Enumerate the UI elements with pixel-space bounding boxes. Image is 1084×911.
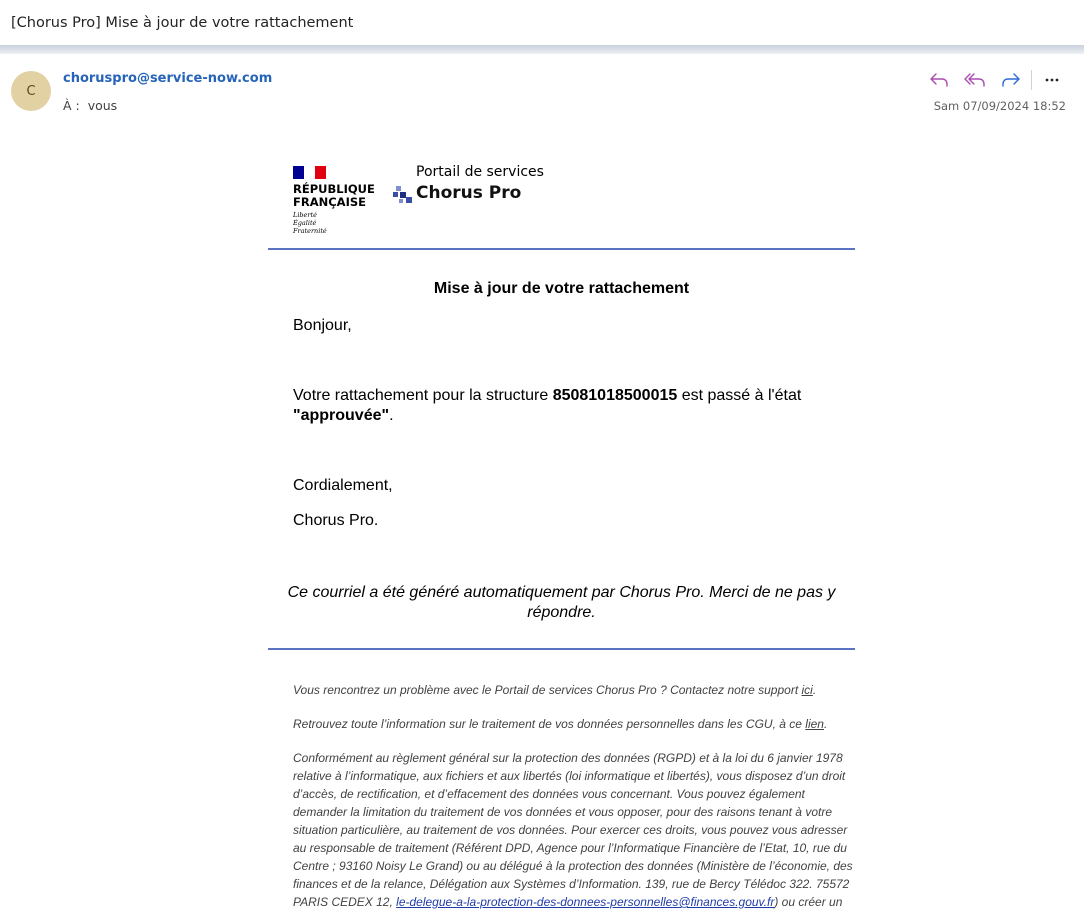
republique-francaise-logo bbox=[293, 183, 375, 209]
status-suffix: . bbox=[389, 407, 394, 424]
reply-all-icon bbox=[964, 72, 986, 88]
marianne-flag-icon bbox=[293, 166, 326, 179]
signature: Chorus Pro. bbox=[293, 512, 379, 529]
recipient-name[interactable]: vous bbox=[87, 98, 118, 113]
status-middle: est passé à l'état bbox=[677, 387, 802, 404]
support-link[interactable]: ici bbox=[801, 683, 813, 697]
closing: Cordialement, bbox=[293, 477, 393, 494]
message-actions bbox=[921, 68, 1070, 92]
forward-button[interactable] bbox=[993, 68, 1029, 92]
rgpd-text: Conformément au règlement général sur la protection des données (RGPD) et à la loi du 6 janvier 1978 relative à l’informatique, aux fichiers et aux libertés (loi informatique et libertés), vous disposez d’un droit d’accès, de rectification, et d’effacement des données vous concernant. Vous pouvez également demander la limitation du traitement de vos données et vous opposer, pour des raisons tenant à votre situation particulière, au traitement de vos données. Pour exercer ces droits, vous pouvez vous adresser au responsable de traitement (Référent DPD, Agence pour l’Informatique Financière de l’Etat, 10, rue du Centre ; 93160 Noisy Le Grand) ou au délégué à la protection des données (Ministère de l’économie, des finances et de la relance, Délégation aux Systèmes d’Information. 139, rue de Bercy Télédoc 322. 75572 PARIS CEDEX 12, bbox=[293, 751, 853, 909]
sender-email[interactable]: choruspro@service-now.com bbox=[63, 71, 273, 86]
cgu-text: Retrouvez toute l’information sur le traitement de vos données personnelles dans les CGU, à ce bbox=[293, 717, 806, 731]
reply-icon bbox=[929, 72, 949, 88]
reading-pane-divider bbox=[0, 45, 1084, 54]
message-header bbox=[0, 54, 1084, 134]
support-text: Vous rencontrez un problème avec le Portail de services Chorus Pro ? Contactez notre support bbox=[293, 683, 802, 697]
more-actions-button[interactable] bbox=[1034, 68, 1070, 92]
dpd-email-link[interactable]: le-delegue-a-la-protection-des-donnees-personnelles@finances.gouv.fr bbox=[396, 895, 775, 909]
bottom-rule bbox=[268, 648, 855, 650]
rf-line-1: RÉPUBLIQUE bbox=[293, 182, 375, 196]
mail-title: Mise à jour de votre rattachement bbox=[433, 280, 690, 297]
reply-button[interactable] bbox=[921, 68, 957, 92]
recipient-label: À : bbox=[63, 98, 80, 113]
recipient-line bbox=[63, 98, 117, 113]
motto-liberte: Liberté bbox=[293, 211, 317, 219]
email-subject: [Chorus Pro] Mise à jour de votre rattachement bbox=[0, 0, 1084, 45]
email-body bbox=[268, 160, 855, 911]
rf-line-2: FRANÇAISE bbox=[293, 195, 366, 209]
sender-avatar[interactable]: C bbox=[11, 71, 51, 111]
portal-title: Portail de services bbox=[416, 164, 544, 180]
message-date: Sam 07/09/2024 18:52 bbox=[933, 99, 1066, 113]
actions-divider bbox=[1031, 70, 1032, 90]
rgpd-note bbox=[293, 749, 855, 911]
republic-motto bbox=[293, 211, 327, 235]
status-state: "approuvée" bbox=[293, 407, 390, 424]
top-rule bbox=[268, 248, 855, 250]
more-icon bbox=[1044, 77, 1060, 83]
logo-banner bbox=[268, 160, 855, 248]
chorus-pro-logo-icon bbox=[392, 184, 414, 206]
cgu-link[interactable]: lien bbox=[805, 717, 824, 731]
motto-egalite: Égalité bbox=[293, 219, 317, 227]
status-paragraph bbox=[293, 386, 833, 426]
greeting: Bonjour, bbox=[293, 317, 352, 334]
reply-all-button[interactable] bbox=[957, 68, 993, 92]
portal-name: Chorus Pro bbox=[416, 183, 522, 203]
support-note: Vous rencontrez un problème avec le Portail de services Chorus Pro ? Contactez notre support ici. bbox=[293, 683, 817, 697]
cgu-note: Retrouvez toute l’information sur le traitement de vos données personnelles dans les CGU, à ce lien. bbox=[293, 717, 828, 731]
structure-id: 85081018500015 bbox=[552, 387, 678, 404]
forward-icon bbox=[1001, 72, 1021, 88]
motto-fraternite: Fraternité bbox=[293, 227, 327, 235]
auto-generated-note: Ce courriel a été généré automatiquement par Chorus Pro. Merci de ne pas y répondre. bbox=[287, 584, 836, 621]
status-prefix: Votre rattachement pour la structure bbox=[293, 387, 553, 404]
rgpd-suffix: ) ou créer un bbox=[774, 895, 843, 909]
